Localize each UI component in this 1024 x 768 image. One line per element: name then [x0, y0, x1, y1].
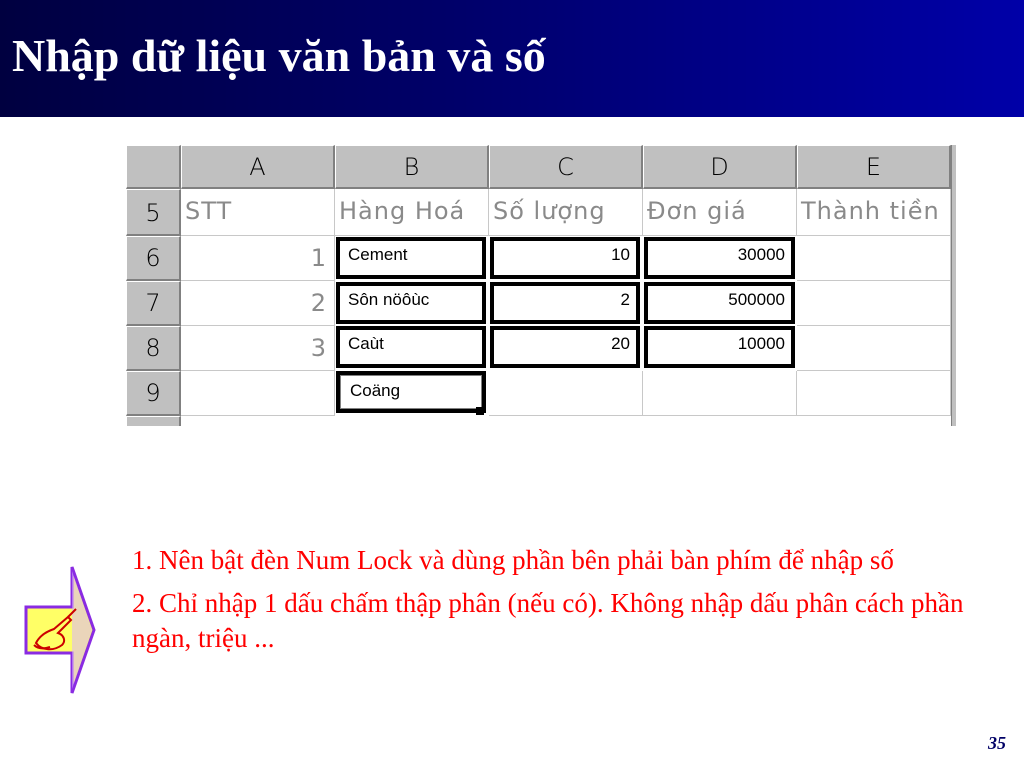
cell-e7[interactable] — [797, 281, 951, 326]
sheet-right-edge — [951, 145, 956, 426]
column-header-c[interactable]: C — [489, 145, 643, 189]
cell-d5[interactable]: Đơn giá — [643, 189, 797, 236]
notes-block — [132, 543, 992, 664]
cell-c9[interactable] — [489, 371, 643, 416]
spreadsheet — [126, 145, 956, 426]
column-header-e[interactable]: E — [797, 145, 951, 189]
cell-e9[interactable] — [797, 371, 951, 416]
note-2: 2. Chỉ nhập 1 dấu chấm thập phân (nếu có). Không nhập dấu phân cách phần ngàn, triệu ... — [132, 588, 964, 653]
cell-a9[interactable] — [181, 371, 335, 416]
row-header-6[interactable]: 6 — [126, 236, 181, 281]
fill-handle[interactable] — [476, 407, 484, 415]
cell-c6[interactable]: 10 — [490, 237, 640, 279]
cell-a5[interactable]: STT — [181, 189, 335, 236]
cell-b7[interactable]: Sôn nöôùc — [336, 282, 486, 324]
cell-d7[interactable]: 500000 — [644, 282, 795, 324]
cell-c7[interactable]: 2 — [490, 282, 640, 324]
slide-title: Nhập dữ liệu văn bản và số — [12, 30, 546, 81]
note-arrow — [24, 565, 96, 700]
column-header-d[interactable]: D — [643, 145, 797, 189]
cell-a6[interactable]: 1 — [181, 236, 335, 281]
cell-d9[interactable] — [643, 371, 797, 416]
row-header-8[interactable]: 8 — [126, 326, 181, 371]
cell-b9-active[interactable]: Coäng — [336, 371, 486, 413]
cell-e6[interactable] — [797, 236, 951, 281]
column-header-a[interactable]: A — [181, 145, 335, 189]
row-header-partial — [126, 416, 181, 426]
cell-c5[interactable]: Số lượng — [489, 189, 643, 236]
cell-b5[interactable]: Hàng Hoá — [335, 189, 489, 236]
row-header-9[interactable]: 9 — [126, 371, 181, 416]
row-header-5[interactable]: 5 — [126, 189, 181, 236]
cell-a8[interactable]: 3 — [181, 326, 335, 371]
row-header-7[interactable]: 7 — [126, 281, 181, 326]
cell-b8[interactable]: Caùt — [336, 326, 486, 368]
cell-d8[interactable]: 10000 — [644, 326, 795, 368]
cell-e5[interactable]: Thành tiền — [797, 189, 951, 236]
title-bar — [0, 0, 1024, 117]
page-number: 35 — [988, 733, 1006, 753]
cell-d6[interactable]: 30000 — [644, 237, 795, 279]
note-1: 1. Nên bật đèn Num Lock và dùng phần bên phải bàn phím để nhập số — [132, 545, 894, 575]
cell-b6[interactable]: Cement — [336, 237, 486, 279]
cell-a7[interactable]: 2 — [181, 281, 335, 326]
cell-c8[interactable]: 20 — [490, 326, 640, 368]
column-header-b[interactable]: B — [335, 145, 489, 189]
writing-hand-icon — [24, 565, 96, 695]
cell-e8[interactable] — [797, 326, 951, 371]
select-all-corner[interactable] — [126, 145, 181, 189]
